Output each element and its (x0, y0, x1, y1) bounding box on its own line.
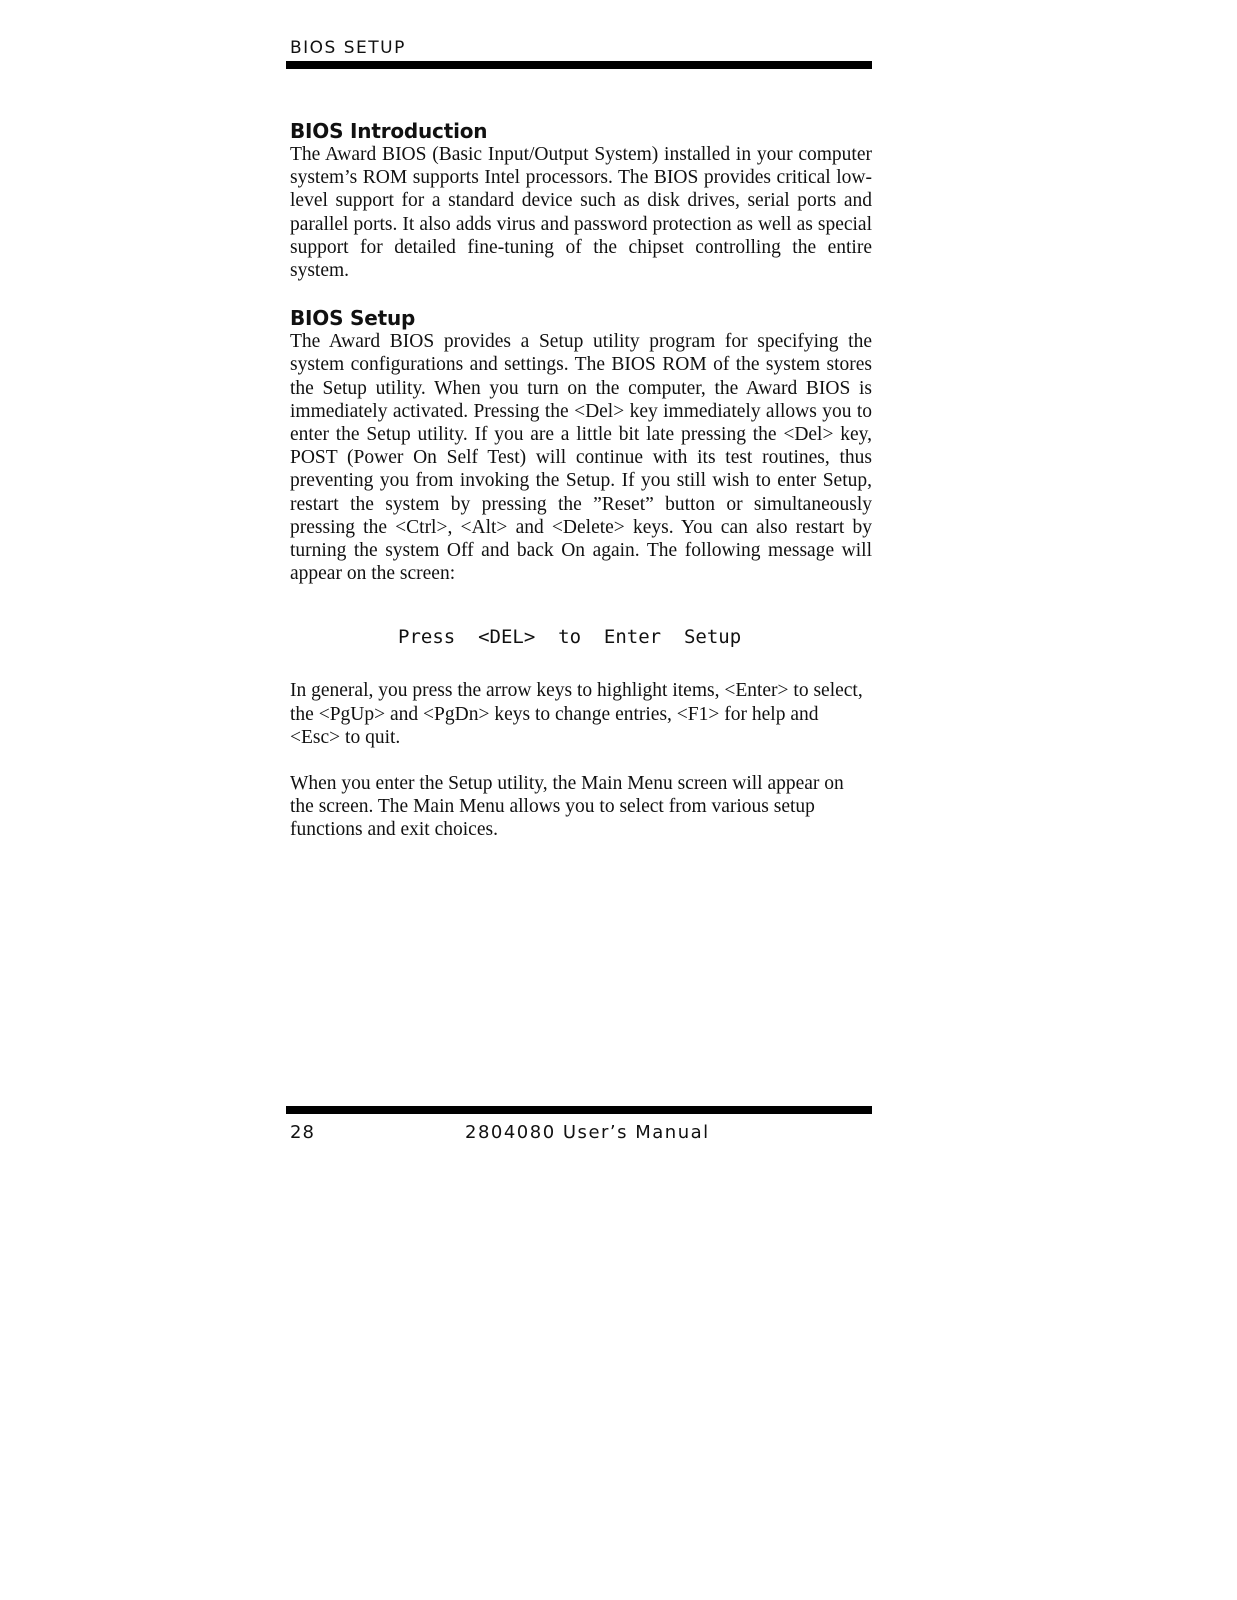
setup-prompt-message: Press <DEL> to Enter Setup (398, 626, 742, 649)
bios-introduction-paragraph: The Award BIOS (Basic Input/Output System) installed in your computer system’s ROM supports Intel processors. The BIOS provides critical low-level support for a standard device such as disk drives, serial ports and parallel ports. It also adds virus and password protection as well as special support for detailed fine-tuning of the chipset controlling the entire system. (290, 144, 872, 282)
section-heading-bios-setup: BIOS Setup (290, 306, 416, 331)
footer-rule (286, 1106, 872, 1114)
main-menu-paragraph: When you enter the Setup utility, the Main Menu screen will appear on the screen. The Main Menu allows you to select from various setup functions and exit choices. (290, 773, 844, 841)
bios-setup-paragraph: The Award BIOS provides a Setup utility program for specifying the system configurations and settings. The BIOS ROM of the system stores the Setup utility. When you turn on the computer, the Award BIOS is immediately activated. Pressing the <Del> key immediately allows you to enter the Setup utility. If you are a little bit late pressing the <Del> key, POST (Power On Self Test) will continue with its test routines, thus preventing you from invoking the Setup. If you still wish to enter Setup, restart the system by pressing the ”Reset” button or simultaneously pressing the <Ctrl>, <Alt> and <Delete> keys. You can also restart by turning the system Off and back On again. The following message will appear on the screen: (290, 331, 872, 585)
page-number: 28 (290, 1122, 315, 1143)
section-heading-bios-introduction: BIOS Introduction (290, 119, 488, 143)
header-rule (286, 61, 872, 69)
page-content (290, 119, 872, 842)
running-header: BIOS SETUP (290, 38, 406, 58)
manual-title: 2804080 User’s Manual (465, 1122, 710, 1143)
navigation-keys-paragraph: In general, you press the arrow keys to highlight items, <Enter> to select, the <PgUp> and <PgDn> keys to change entries, <F1> for help and <Esc> to quit. (290, 680, 863, 748)
